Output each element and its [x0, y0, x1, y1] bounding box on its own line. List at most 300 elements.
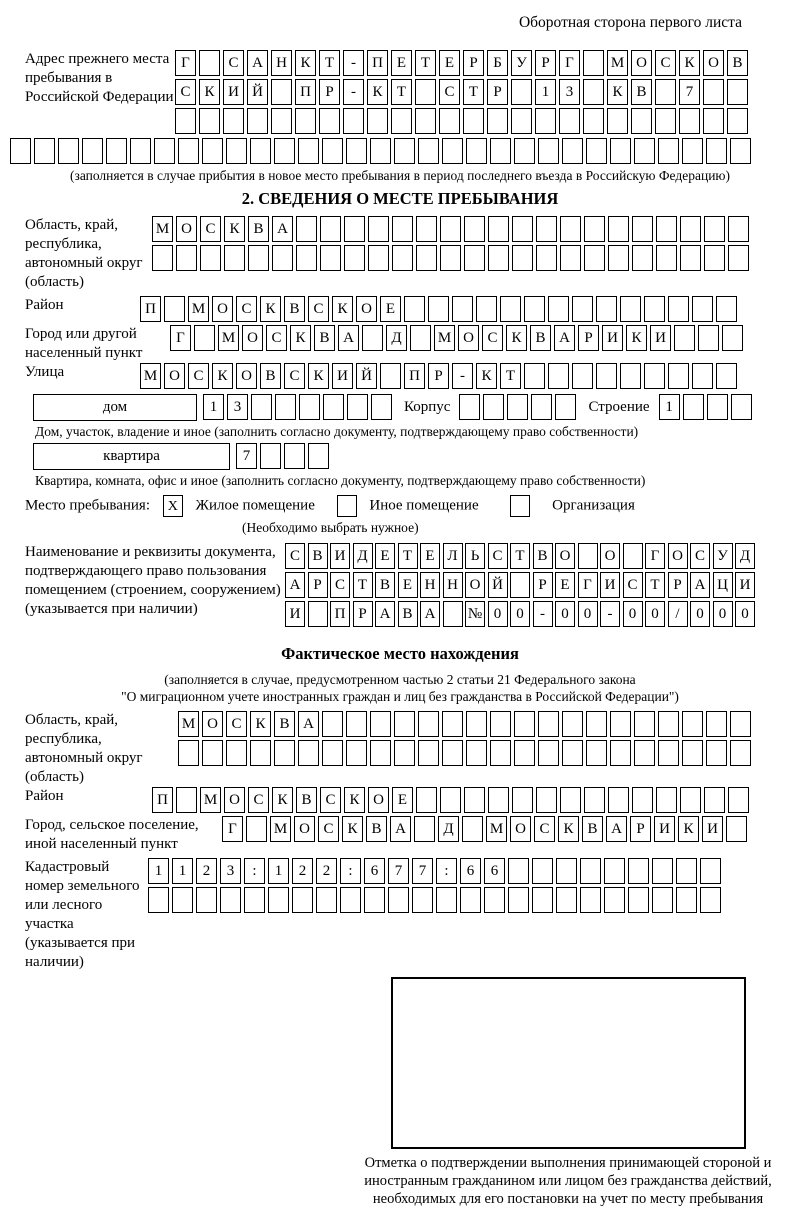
char-cell[interactable]: [583, 79, 604, 105]
char-cell[interactable]: О: [631, 50, 652, 76]
char-cell[interactable]: [490, 711, 511, 737]
char-cell[interactable]: [610, 711, 631, 737]
char-cell[interactable]: 6: [460, 858, 481, 884]
char-cell[interactable]: В: [260, 363, 281, 389]
char-cell[interactable]: [152, 245, 173, 271]
char-cell[interactable]: [388, 887, 409, 913]
char-cell[interactable]: [514, 740, 535, 766]
char-cell[interactable]: [500, 296, 521, 322]
char-cell[interactable]: С: [623, 572, 643, 598]
char-cell[interactable]: [548, 363, 569, 389]
char-cell[interactable]: [347, 394, 368, 420]
char-cell[interactable]: [584, 216, 605, 242]
char-cell[interactable]: Е: [398, 572, 418, 598]
char-cell[interactable]: И: [702, 816, 723, 842]
char-cell[interactable]: [703, 79, 724, 105]
char-cell[interactable]: [466, 711, 487, 737]
char-cell[interactable]: [176, 787, 197, 813]
char-cell[interactable]: 1: [659, 394, 680, 420]
char-cell[interactable]: 0: [488, 601, 508, 627]
char-cell[interactable]: [200, 245, 221, 271]
char-cell[interactable]: К: [344, 787, 365, 813]
char-cell[interactable]: [658, 138, 679, 164]
char-cell[interactable]: [428, 296, 449, 322]
char-cell[interactable]: [548, 296, 569, 322]
char-cell[interactable]: [106, 138, 127, 164]
char-cell[interactable]: [731, 394, 752, 420]
char-cell[interactable]: [656, 245, 677, 271]
char-cell[interactable]: П: [152, 787, 173, 813]
char-cell[interactable]: [368, 245, 389, 271]
char-cell[interactable]: И: [654, 816, 675, 842]
char-cell[interactable]: Г: [559, 50, 580, 76]
char-cell[interactable]: [668, 296, 689, 322]
char-cell[interactable]: [418, 711, 439, 737]
char-cell[interactable]: [194, 325, 215, 351]
district-row[interactable]: [140, 296, 740, 322]
char-cell[interactable]: Д: [735, 543, 755, 569]
char-cell[interactable]: [490, 740, 511, 766]
char-cell[interactable]: О: [668, 543, 688, 569]
char-cell[interactable]: [250, 138, 271, 164]
char-cell[interactable]: Т: [415, 50, 436, 76]
char-cell[interactable]: Е: [391, 50, 412, 76]
char-cell[interactable]: [632, 787, 653, 813]
char-cell[interactable]: К: [506, 325, 527, 351]
char-cell[interactable]: В: [248, 216, 269, 242]
char-cell[interactable]: [676, 858, 697, 884]
region-row-1[interactable]: [152, 216, 752, 242]
char-cell[interactable]: А: [390, 816, 411, 842]
char-cell[interactable]: [416, 245, 437, 271]
char-cell[interactable]: К: [679, 50, 700, 76]
char-cell[interactable]: [514, 711, 535, 737]
char-cell[interactable]: [586, 740, 607, 766]
char-cell[interactable]: [226, 138, 247, 164]
char-cell[interactable]: 0: [690, 601, 710, 627]
char-cell[interactable]: [562, 711, 583, 737]
char-cell[interactable]: [172, 887, 193, 913]
char-cell[interactable]: [220, 887, 241, 913]
char-cell[interactable]: -: [343, 50, 364, 76]
char-cell[interactable]: К: [558, 816, 579, 842]
char-cell[interactable]: [644, 363, 665, 389]
char-cell[interactable]: М: [607, 50, 628, 76]
char-cell[interactable]: [490, 138, 511, 164]
char-cell[interactable]: [716, 296, 737, 322]
char-cell[interactable]: /: [668, 601, 688, 627]
char-cell[interactable]: [298, 740, 319, 766]
char-cell[interactable]: Е: [392, 787, 413, 813]
char-cell[interactable]: [410, 325, 431, 351]
char-cell[interactable]: Р: [463, 50, 484, 76]
char-cell[interactable]: 2: [196, 858, 217, 884]
char-cell[interactable]: У: [511, 50, 532, 76]
char-cell[interactable]: [596, 296, 617, 322]
char-cell[interactable]: [692, 296, 713, 322]
char-cell[interactable]: Й: [247, 79, 268, 105]
char-cell[interactable]: [511, 79, 532, 105]
char-cell[interactable]: В: [308, 543, 328, 569]
char-cell[interactable]: 0: [735, 601, 755, 627]
char-cell[interactable]: Г: [175, 50, 196, 76]
char-cell[interactable]: А: [375, 601, 395, 627]
char-cell[interactable]: [728, 245, 749, 271]
char-cell[interactable]: :: [436, 858, 457, 884]
char-cell[interactable]: К: [260, 296, 281, 322]
char-cell[interactable]: [704, 787, 725, 813]
char-cell[interactable]: [268, 887, 289, 913]
char-cell[interactable]: [707, 394, 728, 420]
char-cell[interactable]: [656, 787, 677, 813]
char-cell[interactable]: [412, 887, 433, 913]
char-cell[interactable]: Т: [319, 50, 340, 76]
char-cell[interactable]: К: [476, 363, 497, 389]
char-cell[interactable]: [202, 740, 223, 766]
char-cell[interactable]: [536, 245, 557, 271]
char-cell[interactable]: С: [188, 363, 209, 389]
char-cell[interactable]: 1: [148, 858, 169, 884]
char-cell[interactable]: К: [199, 79, 220, 105]
char-cell[interactable]: :: [244, 858, 265, 884]
char-cell[interactable]: [634, 711, 655, 737]
char-cell[interactable]: [722, 325, 743, 351]
char-cell[interactable]: Т: [500, 363, 521, 389]
char-cell[interactable]: [247, 108, 268, 134]
char-cell[interactable]: Т: [463, 79, 484, 105]
char-cell[interactable]: [608, 216, 629, 242]
cadastre-row-1[interactable]: [148, 858, 724, 884]
char-cell[interactable]: [418, 138, 439, 164]
char-cell[interactable]: [459, 394, 480, 420]
char-cell[interactable]: [555, 394, 576, 420]
char-cell[interactable]: [466, 138, 487, 164]
char-cell[interactable]: В: [274, 711, 295, 737]
char-cell[interactable]: О: [164, 363, 185, 389]
char-cell[interactable]: 1: [535, 79, 556, 105]
char-cell[interactable]: 6: [364, 858, 385, 884]
char-cell[interactable]: [284, 443, 305, 469]
char-cell[interactable]: Д: [386, 325, 407, 351]
char-cell[interactable]: [442, 138, 463, 164]
char-cell[interactable]: [676, 887, 697, 913]
char-cell[interactable]: [610, 740, 631, 766]
char-cell[interactable]: М: [188, 296, 209, 322]
char-cell[interactable]: С: [488, 543, 508, 569]
char-cell[interactable]: С: [655, 50, 676, 76]
document-row-2[interactable]: [285, 572, 758, 598]
char-cell[interactable]: И: [735, 572, 755, 598]
char-cell[interactable]: [175, 108, 196, 134]
char-cell[interactable]: А: [338, 325, 359, 351]
char-cell[interactable]: [464, 216, 485, 242]
char-cell[interactable]: [322, 711, 343, 737]
char-cell[interactable]: 1: [268, 858, 289, 884]
char-cell[interactable]: [514, 138, 535, 164]
char-cell[interactable]: [728, 787, 749, 813]
char-cell[interactable]: [394, 138, 415, 164]
char-cell[interactable]: Н: [420, 572, 440, 598]
char-cell[interactable]: [295, 108, 316, 134]
char-cell[interactable]: [608, 787, 629, 813]
char-cell[interactable]: О: [458, 325, 479, 351]
char-cell[interactable]: [524, 363, 545, 389]
char-cell[interactable]: 3: [559, 79, 580, 105]
char-cell[interactable]: [668, 363, 689, 389]
char-cell[interactable]: [223, 108, 244, 134]
char-cell[interactable]: А: [285, 572, 305, 598]
char-cell[interactable]: [572, 296, 593, 322]
char-cell[interactable]: [296, 216, 317, 242]
char-cell[interactable]: [628, 858, 649, 884]
char-cell[interactable]: Т: [510, 543, 530, 569]
char-cell[interactable]: -: [343, 79, 364, 105]
char-cell[interactable]: [572, 363, 593, 389]
char-cell[interactable]: [704, 245, 725, 271]
char-cell[interactable]: К: [332, 296, 353, 322]
char-cell[interactable]: С: [534, 816, 555, 842]
char-cell[interactable]: Ь: [465, 543, 485, 569]
char-cell[interactable]: [706, 711, 727, 737]
char-cell[interactable]: К: [367, 79, 388, 105]
char-cell[interactable]: [584, 787, 605, 813]
char-cell[interactable]: У: [713, 543, 733, 569]
char-cell[interactable]: [560, 245, 581, 271]
char-cell[interactable]: Г: [578, 572, 598, 598]
char-cell[interactable]: [442, 711, 463, 737]
char-cell[interactable]: С: [223, 50, 244, 76]
char-cell[interactable]: [556, 887, 577, 913]
char-cell[interactable]: [322, 138, 343, 164]
char-cell[interactable]: П: [330, 601, 350, 627]
char-cell[interactable]: Т: [391, 79, 412, 105]
char-cell[interactable]: [367, 108, 388, 134]
char-cell[interactable]: Р: [308, 572, 328, 598]
char-cell[interactable]: И: [600, 572, 620, 598]
char-cell[interactable]: В: [631, 79, 652, 105]
char-cell[interactable]: 1: [172, 858, 193, 884]
char-cell[interactable]: :: [340, 858, 361, 884]
char-cell[interactable]: [476, 296, 497, 322]
char-cell[interactable]: О: [356, 296, 377, 322]
char-cell[interactable]: [260, 443, 281, 469]
char-cell[interactable]: [655, 79, 676, 105]
char-cell[interactable]: [271, 108, 292, 134]
char-cell[interactable]: О: [202, 711, 223, 737]
char-cell[interactable]: Т: [353, 572, 373, 598]
char-cell[interactable]: [440, 216, 461, 242]
char-cell[interactable]: [344, 216, 365, 242]
char-cell[interactable]: [536, 787, 557, 813]
char-cell[interactable]: [538, 138, 559, 164]
char-cell[interactable]: [416, 216, 437, 242]
char-cell[interactable]: К: [290, 325, 311, 351]
char-cell[interactable]: [346, 711, 367, 737]
char-cell[interactable]: Е: [380, 296, 401, 322]
char-cell[interactable]: [578, 543, 598, 569]
char-cell[interactable]: [727, 108, 748, 134]
char-cell[interactable]: П: [367, 50, 388, 76]
char-cell[interactable]: [604, 858, 625, 884]
char-cell[interactable]: [512, 216, 533, 242]
char-cell[interactable]: А: [554, 325, 575, 351]
char-cell[interactable]: [346, 740, 367, 766]
char-cell[interactable]: С: [200, 216, 221, 242]
char-cell[interactable]: М: [486, 816, 507, 842]
char-cell[interactable]: [346, 138, 367, 164]
char-cell[interactable]: [531, 394, 552, 420]
region-row-2[interactable]: [152, 245, 752, 271]
char-cell[interactable]: С: [226, 711, 247, 737]
char-cell[interactable]: [507, 394, 528, 420]
char-cell[interactable]: М: [152, 216, 173, 242]
actual-region-row-2[interactable]: [178, 740, 754, 766]
char-cell[interactable]: О: [176, 216, 197, 242]
char-cell[interactable]: [320, 245, 341, 271]
char-cell[interactable]: К: [678, 816, 699, 842]
char-cell[interactable]: [632, 245, 653, 271]
char-cell[interactable]: [199, 108, 220, 134]
char-cell[interactable]: С: [285, 543, 305, 569]
actual-city-row[interactable]: [222, 816, 750, 842]
char-cell[interactable]: 2: [316, 858, 337, 884]
checkbox-other-premises[interactable]: [337, 495, 357, 517]
char-cell[interactable]: [512, 245, 533, 271]
char-cell[interactable]: В: [398, 601, 418, 627]
char-cell[interactable]: [583, 50, 604, 76]
char-cell[interactable]: С: [690, 543, 710, 569]
char-cell[interactable]: [535, 108, 556, 134]
char-cell[interactable]: С: [330, 572, 350, 598]
char-cell[interactable]: 7: [236, 443, 257, 469]
char-cell[interactable]: [706, 138, 727, 164]
char-cell[interactable]: О: [600, 543, 620, 569]
char-cell[interactable]: [323, 394, 344, 420]
city-row[interactable]: [170, 325, 746, 351]
char-cell[interactable]: [674, 325, 695, 351]
char-cell[interactable]: Е: [439, 50, 460, 76]
char-cell[interactable]: [394, 711, 415, 737]
char-cell[interactable]: 3: [220, 858, 241, 884]
char-cell[interactable]: [34, 138, 55, 164]
char-cell[interactable]: [272, 245, 293, 271]
char-cell[interactable]: Й: [356, 363, 377, 389]
char-cell[interactable]: Р: [535, 50, 556, 76]
char-cell[interactable]: 7: [388, 858, 409, 884]
char-cell[interactable]: [199, 50, 220, 76]
char-cell[interactable]: [680, 245, 701, 271]
char-cell[interactable]: [82, 138, 103, 164]
char-cell[interactable]: [510, 572, 530, 598]
char-cell[interactable]: 0: [713, 601, 733, 627]
char-cell[interactable]: -: [533, 601, 553, 627]
char-cell[interactable]: [704, 216, 725, 242]
char-cell[interactable]: О: [242, 325, 263, 351]
cadastre-row-2[interactable]: [148, 887, 724, 913]
char-cell[interactable]: В: [296, 787, 317, 813]
char-cell[interactable]: [299, 394, 320, 420]
char-cell[interactable]: [511, 108, 532, 134]
prev-address-row-2[interactable]: [175, 79, 751, 105]
char-cell[interactable]: [700, 887, 721, 913]
char-cell[interactable]: [716, 363, 737, 389]
char-cell[interactable]: К: [224, 216, 245, 242]
char-cell[interactable]: О: [224, 787, 245, 813]
char-cell[interactable]: [464, 245, 485, 271]
char-cell[interactable]: Б: [487, 50, 508, 76]
char-cell[interactable]: [443, 601, 463, 627]
char-cell[interactable]: [562, 740, 583, 766]
char-cell[interactable]: [440, 245, 461, 271]
char-cell[interactable]: С: [439, 79, 460, 105]
char-cell[interactable]: [344, 245, 365, 271]
checkbox-organization[interactable]: [510, 495, 530, 517]
char-cell[interactable]: М: [178, 711, 199, 737]
char-cell[interactable]: [368, 216, 389, 242]
char-cell[interactable]: [586, 711, 607, 737]
char-cell[interactable]: [130, 138, 151, 164]
char-cell[interactable]: 0: [510, 601, 530, 627]
char-cell[interactable]: [298, 138, 319, 164]
char-cell[interactable]: [274, 740, 295, 766]
char-cell[interactable]: [224, 245, 245, 271]
actual-region-row-1[interactable]: [178, 711, 754, 737]
char-cell[interactable]: [488, 216, 509, 242]
char-cell[interactable]: О: [236, 363, 257, 389]
prev-address-row-1[interactable]: [175, 50, 751, 76]
char-cell[interactable]: М: [200, 787, 221, 813]
char-cell[interactable]: [251, 394, 272, 420]
char-cell[interactable]: Р: [487, 79, 508, 105]
char-cell[interactable]: В: [582, 816, 603, 842]
char-cell[interactable]: [538, 740, 559, 766]
char-cell[interactable]: [440, 787, 461, 813]
char-cell[interactable]: [483, 394, 504, 420]
char-cell[interactable]: 1: [203, 394, 224, 420]
char-cell[interactable]: Л: [443, 543, 463, 569]
char-cell[interactable]: [296, 245, 317, 271]
char-cell[interactable]: [620, 363, 641, 389]
char-cell[interactable]: [524, 296, 545, 322]
char-cell[interactable]: [644, 296, 665, 322]
char-cell[interactable]: [652, 858, 673, 884]
char-cell[interactable]: [730, 711, 751, 737]
char-cell[interactable]: [658, 711, 679, 737]
char-cell[interactable]: 7: [679, 79, 700, 105]
char-cell[interactable]: [607, 108, 628, 134]
char-cell[interactable]: [508, 858, 529, 884]
char-cell[interactable]: А: [690, 572, 710, 598]
char-cell[interactable]: Е: [375, 543, 395, 569]
char-cell[interactable]: [682, 740, 703, 766]
char-cell[interactable]: [604, 887, 625, 913]
char-cell[interactable]: [610, 138, 631, 164]
char-cell[interactable]: [560, 787, 581, 813]
char-cell[interactable]: [652, 887, 673, 913]
char-cell[interactable]: [392, 245, 413, 271]
char-cell[interactable]: [10, 138, 31, 164]
char-cell[interactable]: [583, 108, 604, 134]
char-cell[interactable]: С: [318, 816, 339, 842]
char-cell[interactable]: [370, 711, 391, 737]
char-cell[interactable]: [608, 245, 629, 271]
char-cell[interactable]: А: [298, 711, 319, 737]
char-cell[interactable]: С: [320, 787, 341, 813]
char-cell[interactable]: [683, 394, 704, 420]
char-cell[interactable]: [488, 787, 509, 813]
char-cell[interactable]: С: [248, 787, 269, 813]
char-cell[interactable]: [484, 887, 505, 913]
